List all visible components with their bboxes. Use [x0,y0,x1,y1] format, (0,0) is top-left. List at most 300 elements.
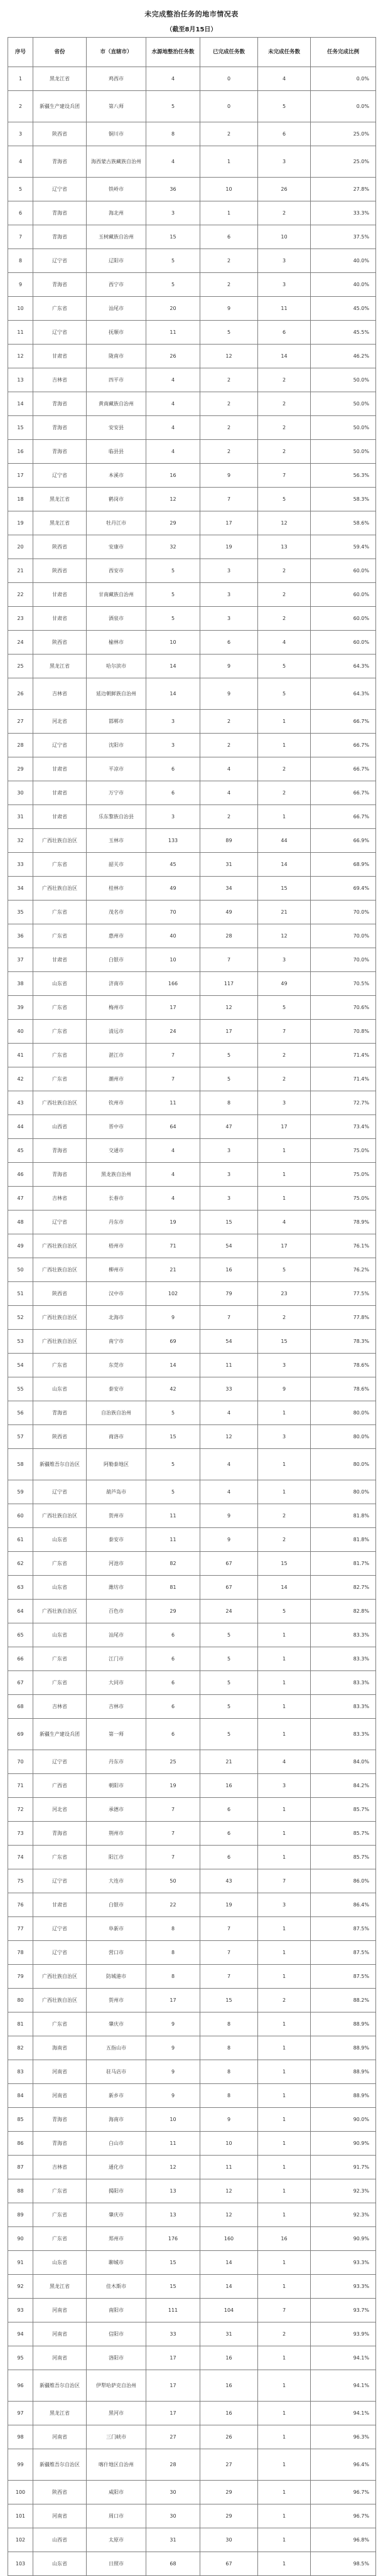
row-province: 广东省 [33,1044,87,1067]
row-province: 陕西省 [33,559,87,583]
row-completion-ratio: 66.7% [311,781,376,805]
header-completed-tasks: 已完成任务数 [200,38,258,67]
row-province: 河南省 [33,2504,87,2528]
row-incomplete-tasks: 1 [258,1719,311,1750]
row-completion-ratio: 76.2% [311,1258,376,1282]
table-row [8,273,376,297]
row-index: 47 [8,1187,33,1211]
row-city: 大同市 [87,1671,146,1695]
row-completed-tasks: 19 [200,1893,258,1917]
row-city: 惠州市 [87,924,146,948]
row-completed-tasks: 2 [200,273,258,297]
row-total-tasks: 8 [146,1941,200,1965]
row-province: 河南省 [33,2084,87,2108]
row-completed-tasks: 29 [200,2504,258,2528]
row-incomplete-tasks: 1 [258,1695,311,1719]
header-index: 序号 [8,38,33,67]
row-completion-ratio: 82.8% [311,1600,376,1623]
row-completed-tasks: 16 [200,2346,258,2370]
row-city: 通化市 [87,2156,146,2179]
row-completed-tasks: 1 [200,201,258,225]
row-completion-ratio: 77.8% [311,1306,376,1330]
row-total-tasks: 13 [146,2203,200,2227]
row-completed-tasks: 16 [200,2370,258,2402]
row-completion-ratio: 50.0% [311,392,376,416]
row-total-tasks: 81 [146,1576,200,1600]
row-province: 吉林省 [33,1187,87,1211]
row-province: 新疆生产建设兵团 [33,1719,87,1750]
row-province: 新疆生产建设兵团 [33,91,87,122]
row-total-tasks: 5 [146,559,200,583]
row-total-tasks: 3 [146,805,200,829]
row-total-tasks: 6 [146,1623,200,1647]
row-total-tasks: 30 [146,2504,200,2528]
row-completed-tasks: 8 [200,1091,258,1115]
row-total-tasks: 3 [146,710,200,734]
row-city: 吉林市 [87,1695,146,1719]
row-completion-ratio: 70.0% [311,948,376,972]
row-total-tasks: 31 [146,2528,200,2552]
row-index: 53 [8,1330,33,1354]
row-incomplete-tasks: 12 [258,511,311,535]
row-total-tasks: 4 [146,416,200,440]
row-incomplete-tasks: 1 [258,2203,311,2227]
row-province: 吉林省 [33,2156,87,2179]
table-row [8,1965,376,1989]
row-incomplete-tasks: 15 [258,1552,311,1576]
row-completed-tasks: 47 [200,1115,258,1139]
row-incomplete-tasks: 2 [258,757,311,781]
table-row [8,1750,376,1774]
table-row [8,853,376,877]
row-total-tasks: 17 [146,2402,200,2425]
row-index: 68 [8,1695,33,1719]
row-incomplete-tasks: 1 [258,1480,311,1504]
row-index: 71 [8,1774,33,1798]
row-incomplete-tasks: 6 [258,321,311,345]
row-completed-tasks: 33 [200,1377,258,1401]
row-total-tasks: 9 [146,2084,200,2108]
table-row [8,1798,376,1822]
row-incomplete-tasks: 15 [258,1330,311,1354]
row-completion-ratio: 70.6% [311,996,376,1020]
row-total-tasks: 102 [146,1282,200,1306]
row-city: 郑州市 [87,2227,146,2251]
row-index: 27 [8,710,33,734]
table-row [8,1480,376,1504]
row-incomplete-tasks: 17 [258,1234,311,1258]
row-completion-ratio: 93.3% [311,2275,376,2299]
table-row [8,440,376,464]
row-city: 北海市 [87,1306,146,1330]
row-completion-ratio: 94.1% [311,2346,376,2370]
row-city: 新乡市 [87,2084,146,2108]
row-index: 87 [8,2156,33,2179]
row-completion-ratio: 80.0% [311,1401,376,1425]
row-incomplete-tasks: 3 [258,1354,311,1377]
row-completed-tasks: 11 [200,1354,258,1377]
row-index: 100 [8,2481,33,2504]
row-incomplete-tasks: 2 [258,607,311,631]
row-province: 河北省 [33,1798,87,1822]
row-incomplete-tasks: 1 [258,1187,311,1211]
row-province: 吉林省 [33,678,87,710]
row-index: 69 [8,1719,33,1750]
row-completion-ratio: 73.4% [311,1115,376,1139]
row-index: 49 [8,1234,33,1258]
row-city: 江门市 [87,1647,146,1671]
row-province: 山西省 [33,2528,87,2552]
row-completed-tasks: 3 [200,1187,258,1211]
row-completed-tasks: 2 [200,805,258,829]
row-total-tasks: 64 [146,1115,200,1139]
table-row [8,2251,376,2275]
row-completion-ratio: 92.3% [311,2203,376,2227]
row-province: 河南省 [33,2060,87,2084]
row-index: 50 [8,1258,33,1282]
row-city: 酒泉市 [87,607,146,631]
row-completed-tasks: 2 [200,440,258,464]
row-province: 青海省 [33,1822,87,1846]
row-province: 辽宁省 [33,1211,87,1234]
row-city: 白银市 [87,1893,146,1917]
row-completion-ratio: 93.9% [311,2322,376,2346]
row-completed-tasks: 49 [200,901,258,924]
row-province: 广东省 [33,1552,87,1576]
row-total-tasks: 17 [146,2370,200,2402]
row-province: 新疆维吾尔自治区 [33,1449,87,1480]
row-total-tasks: 9 [146,2012,200,2036]
row-incomplete-tasks: 12 [258,924,311,948]
row-province: 广西壮族自治区 [33,1965,87,1989]
row-province: 青海省 [33,392,87,416]
row-completed-tasks: 4 [200,781,258,805]
row-city: 晋中市 [87,1115,146,1139]
row-index: 39 [8,996,33,1020]
row-city: 邯郸市 [87,710,146,734]
row-completed-tasks: 5 [200,1719,258,1750]
row-completion-ratio: 0.0% [311,67,376,91]
table-row [8,1163,376,1187]
row-completion-ratio: 96.7% [311,2504,376,2528]
row-completion-ratio: 87.5% [311,1941,376,1965]
row-incomplete-tasks: 1 [258,2012,311,2036]
row-completed-tasks: 67 [200,2552,258,2576]
row-incomplete-tasks: 2 [258,1044,311,1067]
row-total-tasks: 28 [146,2449,200,2481]
row-city: 五指山市 [87,2036,146,2060]
row-index: 59 [8,1480,33,1504]
row-province: 辽宁省 [33,249,87,273]
row-city: 桂林市 [87,877,146,901]
row-total-tasks: 14 [146,678,200,710]
row-city: 海南市 [87,2108,146,2132]
row-completed-tasks: 3 [200,583,258,607]
row-completed-tasks: 0 [200,67,258,91]
row-total-tasks: 5 [146,607,200,631]
table-row [8,535,376,559]
row-total-tasks: 49 [146,877,200,901]
row-index: 37 [8,948,33,972]
row-province: 广西壮族自治区 [33,1600,87,1623]
table-row [8,583,376,607]
row-city: 抚顺市 [87,321,146,345]
row-province: 甘肃省 [33,757,87,781]
row-completion-ratio: 88.9% [311,2084,376,2108]
row-total-tasks: 3 [146,201,200,225]
row-city: 铁岭市 [87,178,146,201]
row-province: 广西壮族自治区 [33,877,87,901]
row-province: 青海省 [33,201,87,225]
row-total-tasks: 5 [146,273,200,297]
row-total-tasks: 7 [146,1822,200,1846]
row-city: 喀什地区自治州 [87,2449,146,2481]
row-city: 百色市 [87,1600,146,1623]
row-completed-tasks: 12 [200,2203,258,2227]
row-province: 陕西省 [33,2481,87,2504]
row-total-tasks: 4 [146,392,200,416]
row-incomplete-tasks: 2 [258,440,311,464]
table-row [8,924,376,948]
row-incomplete-tasks: 1 [258,1139,311,1163]
row-city: 玉林市 [87,829,146,853]
row-province: 黑龙江省 [33,511,87,535]
row-city: 潮州市 [87,1067,146,1091]
table-row [8,2132,376,2156]
row-index: 101 [8,2504,33,2528]
row-completion-ratio: 94.1% [311,2370,376,2402]
row-completion-ratio: 56.3% [311,464,376,488]
row-completed-tasks: 3 [200,607,258,631]
row-completion-ratio: 90.9% [311,2227,376,2251]
row-index: 15 [8,416,33,440]
row-completion-ratio: 90.0% [311,2108,376,2132]
row-index: 78 [8,1941,33,1965]
row-province: 海南省 [33,2036,87,2060]
table-row [8,1211,376,1234]
row-completion-ratio: 84.0% [311,1750,376,1774]
row-total-tasks: 24 [146,1020,200,1044]
row-city: 本溪市 [87,464,146,488]
row-completion-ratio: 87.5% [311,1917,376,1941]
row-completion-ratio: 40.0% [311,249,376,273]
row-total-tasks: 40 [146,924,200,948]
row-city: 太原市 [87,2528,146,2552]
row-city: 铜川市 [87,122,146,146]
row-incomplete-tasks: 1 [258,2036,311,2060]
row-incomplete-tasks: 1 [258,1401,311,1425]
row-total-tasks: 8 [146,1917,200,1941]
table-row [8,2084,376,2108]
row-incomplete-tasks: 2 [258,583,311,607]
row-city: 泰安市 [87,1377,146,1401]
row-incomplete-tasks: 1 [258,2552,311,2576]
row-completion-ratio: 85.7% [311,1846,376,1869]
row-city: 黑河市 [87,2402,146,2425]
table-row [8,1401,376,1425]
row-completion-ratio: 0.0% [311,91,376,122]
table-row [8,122,376,146]
row-incomplete-tasks: 4 [258,1211,311,1234]
row-completed-tasks: 2 [200,416,258,440]
row-city: 大连市 [87,1869,146,1893]
table-row [8,559,376,583]
row-city: 丹东市 [87,1750,146,1774]
row-province: 辽宁省 [33,321,87,345]
row-completed-tasks: 8 [200,2060,258,2084]
row-incomplete-tasks: 4 [258,67,311,91]
table-row [8,91,376,122]
table-row [8,1377,376,1401]
row-province: 辽宁省 [33,1869,87,1893]
table-row [8,1504,376,1528]
table-row [8,1330,376,1354]
row-total-tasks: 45 [146,853,200,877]
table-row [8,2012,376,2036]
row-province: 山东省 [33,2251,87,2275]
row-completion-ratio: 27.8% [311,178,376,201]
row-completed-tasks: 30 [200,2528,258,2552]
table-row [8,1695,376,1719]
row-incomplete-tasks: 16 [258,2227,311,2251]
row-total-tasks: 10 [146,948,200,972]
row-completed-tasks: 6 [200,225,258,249]
row-incomplete-tasks: 2 [258,201,311,225]
table-row [8,1893,376,1917]
row-province: 广东省 [33,996,87,1020]
table-row [8,1822,376,1846]
row-incomplete-tasks: 1 [258,805,311,829]
row-total-tasks: 6 [146,757,200,781]
table-row [8,2060,376,2084]
row-index: 61 [8,1528,33,1552]
row-city: 贺州市 [87,1504,146,1528]
row-completed-tasks: 3 [200,1139,258,1163]
table-row [8,757,376,781]
row-city: 汉中市 [87,1282,146,1306]
row-completed-tasks: 9 [200,1504,258,1528]
row-completed-tasks: 10 [200,178,258,201]
row-index: 40 [8,1020,33,1044]
row-completed-tasks: 28 [200,924,258,948]
row-incomplete-tasks: 44 [258,829,311,853]
row-completed-tasks: 12 [200,345,258,368]
row-completed-tasks: 3 [200,559,258,583]
row-total-tasks: 10 [146,2108,200,2132]
row-index: 57 [8,1425,33,1449]
row-city: 黄南藏族自治州 [87,392,146,416]
table-row [8,655,376,678]
row-index: 6 [8,201,33,225]
row-index: 41 [8,1044,33,1067]
row-incomplete-tasks: 5 [258,678,311,710]
row-completed-tasks: 27 [200,2449,258,2481]
row-city: 阳江市 [87,1846,146,1869]
row-completion-ratio: 96.3% [311,2425,376,2449]
row-index: 72 [8,1798,33,1822]
row-province: 山东省 [33,2552,87,2576]
row-completion-ratio: 68.9% [311,853,376,877]
row-completed-tasks: 9 [200,678,258,710]
row-total-tasks: 6 [146,781,200,805]
row-province: 广东省 [33,2179,87,2203]
row-total-tasks: 5 [146,583,200,607]
row-city: 牡丹江市 [87,511,146,535]
row-incomplete-tasks: 2 [258,416,311,440]
row-completed-tasks: 14 [200,2275,258,2299]
row-completed-tasks: 19 [200,535,258,559]
row-incomplete-tasks: 1 [258,2108,311,2132]
table-row [8,146,376,178]
row-index: 45 [8,1139,33,1163]
row-total-tasks: 8 [146,1965,200,1989]
row-completion-ratio: 77.5% [311,1282,376,1306]
row-index: 14 [8,392,33,416]
table-row [8,2528,376,2552]
row-city: 第一师 [87,1719,146,1750]
table-row [8,345,376,368]
row-province: 辽宁省 [33,1941,87,1965]
table-row [8,2402,376,2425]
row-completed-tasks: 4 [200,1480,258,1504]
row-index: 93 [8,2299,33,2322]
row-completed-tasks: 43 [200,1869,258,1893]
row-index: 44 [8,1115,33,1139]
row-completed-tasks: 54 [200,1234,258,1258]
row-province: 广西壮族自治区 [33,1504,87,1528]
row-completion-ratio: 92.3% [311,2179,376,2203]
row-index: 19 [8,511,33,535]
row-completion-ratio: 78.9% [311,1211,376,1234]
row-index: 42 [8,1067,33,1091]
row-incomplete-tasks: 4 [258,1750,311,1774]
row-completion-ratio: 82.7% [311,1576,376,1600]
row-index: 38 [8,972,33,996]
row-completion-ratio: 72.7% [311,1091,376,1115]
table-row [8,1671,376,1695]
row-total-tasks: 32 [146,535,200,559]
table-row [8,1139,376,1163]
row-completed-tasks: 11 [200,2156,258,2179]
row-completion-ratio: 88.9% [311,2012,376,2036]
row-completed-tasks: 12 [200,996,258,1020]
row-index: 67 [8,1671,33,1695]
row-incomplete-tasks: 14 [258,853,311,877]
row-completion-ratio: 50.0% [311,440,376,464]
row-total-tasks: 11 [146,2132,200,2156]
row-incomplete-tasks: 2 [258,1067,311,1091]
row-city: 钦州市 [87,1091,146,1115]
row-province: 河北省 [33,710,87,734]
row-city: 营口市 [87,1941,146,1965]
row-total-tasks: 68 [146,2552,200,2576]
row-completed-tasks: 5 [200,321,258,345]
row-completed-tasks: 12 [200,1425,258,1449]
table-row [8,1576,376,1600]
row-city: 海北州 [87,201,146,225]
row-completed-tasks: 6 [200,1822,258,1846]
row-completion-ratio: 66.7% [311,710,376,734]
task-table [8,37,376,2576]
row-city: 玉树藏族自治州 [87,225,146,249]
row-total-tasks: 42 [146,1377,200,1401]
table-row [8,488,376,511]
row-completed-tasks: 7 [200,1965,258,1989]
row-incomplete-tasks: 1 [258,2179,311,2203]
row-city: 泰安市 [87,1528,146,1552]
table-row [8,1600,376,1623]
row-completed-tasks: 2 [200,392,258,416]
